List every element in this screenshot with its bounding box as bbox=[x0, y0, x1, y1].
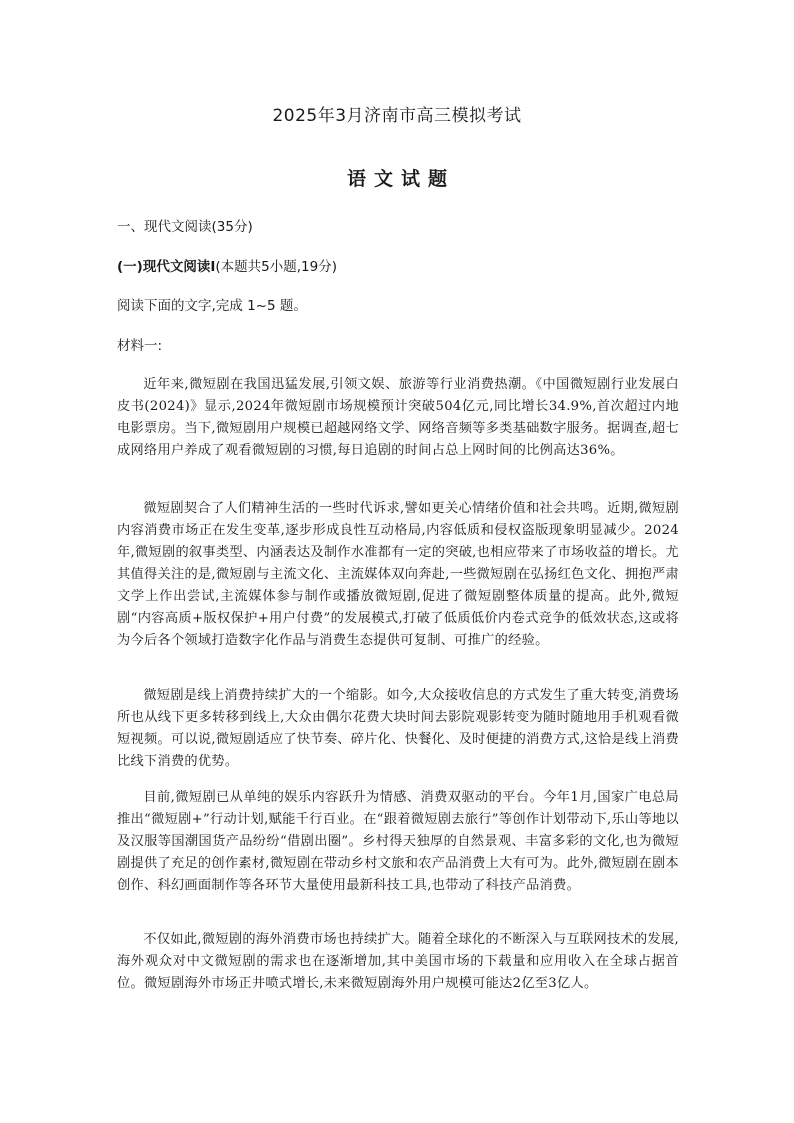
material-paragraph: 不仅如此,微短剧的海外消费市场也持续扩大。随着全球化的不断深入与互联网技术的发展,海外观众对中文微短剧的需求也在逐渐增加,其中美国市场的下载量和应用收入在全球占据首位。微短剧海外市场正井喷式增长,未来微短剧海外用户规模可能达2亿至3亿人。 bbox=[117, 932, 679, 991]
reading-instruction: 阅读下面的文字,完成 1~5 题。 bbox=[117, 298, 307, 314]
material-paragraph: 微短剧契合了人们精神生活的一些时代诉求,譬如更关心情绪价值和社会共鸣。近期,微短剧内容消费市场正在发生变革,逐步形成良性互动格局,内容低质和侵权盗版现象明显减少。2024年,微短剧的叙事类型、内涵表达及制作水准都有一定的突破,也相应带来了市场收益的增长。尤其值得关注的是,微短剧与主流文化、主流媒体双向奔赴,一些微短剧在弘扬红色文化、拥抱严肃文学上作出尝试,主流媒体参与制作或播放微短剧,促进了微短剧整体质量的提高。此外,微短剧“内容高质+版权保护+用户付费”的发展模式,打破了低质低价内卷式竞争的低效状态,这或将为今后各个领域打造数字化作品与消费生态提供可复制、可推广的经验。 bbox=[117, 501, 679, 648]
material-paragraph: 目前,微短剧已从单纯的娱乐内容跃升为情感、消费双驱动的平台。今年1月,国家广电总局推出“微短剧+”行动计划,赋能千行百业。在“跟着微短剧去旅行”等创作计划带动下,乐山等地以及汉服等国潮国货产品纷纷“借剧出圈”。乡村得天独厚的自然景观、丰富多彩的文化,也为微短剧提供了充足的创作素材,微短剧在带动乡村文旅和农产品消费上大有可为。此外,微短剧在剧本创作、科幻画面制作等各环节大量使用最新科技工具,也带动了科技产品消费。 bbox=[117, 790, 679, 893]
material-label: 材料一: bbox=[117, 338, 163, 354]
subsection-heading bbox=[117, 257, 337, 277]
subject-title: 语文试题 bbox=[346, 168, 455, 190]
section-heading: 一、现代文阅读(35分) bbox=[117, 219, 253, 235]
material-paragraph: 微短剧是线上消费持续扩大的一个缩影。如今,大众接收信息的方式发生了重大转变,消费场所也从线下更多转移到线上,大众由偶尔花费大块时间去影院观影转变为随时随地用手机观看微短视频。可以说,微短剧适应了快节奏、碎片化、快餐化、及时便捷的消费方式,这恰是线上消费比线下消费的优势。 bbox=[117, 688, 679, 769]
material-paragraph: 近年来,微短剧在我国迅猛发展,引领文娱、旅游等行业消费热潮。《中国微短剧行业发展白皮书(2024)》显示,2024年微短剧市场规模预计突破504亿元,同比增长34.9%,首次超过内地电影票房。当下,微短剧用户规模已超越网络文学、网络音频等多类基础数字服务。据调查,超七成网络用户养成了观看微短剧的习惯,每日追剧的时间占总上网时间的比例高达36%。 bbox=[117, 377, 679, 458]
subsection-label: (一)现代文阅读Ⅰ bbox=[117, 259, 216, 275]
exam-title: 2025年3月济南市高三模拟考试 bbox=[272, 106, 522, 126]
subsection-note: (本题共5小题,19分) bbox=[215, 259, 337, 275]
